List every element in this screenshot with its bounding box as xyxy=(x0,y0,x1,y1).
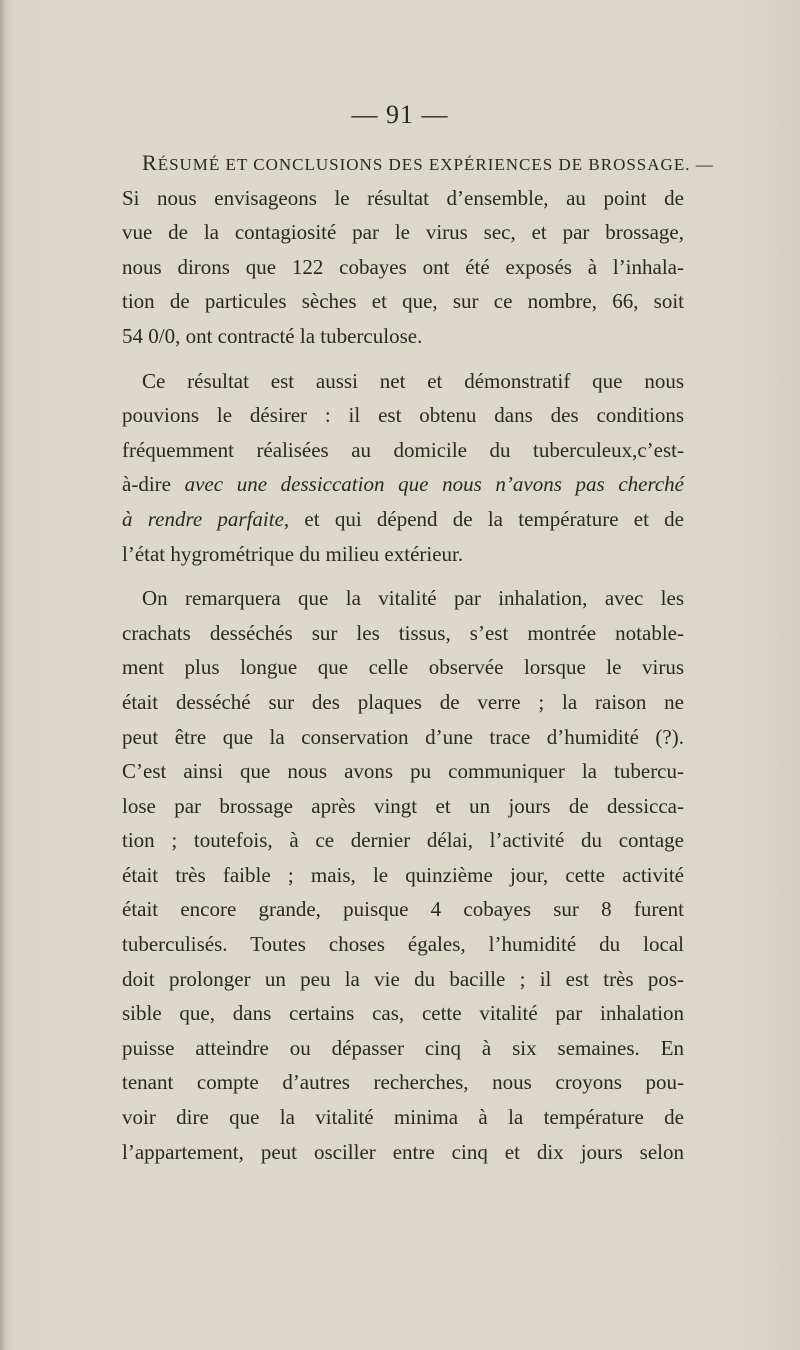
section-heading-initial: R xyxy=(142,150,158,175)
text-fragment: à-dire xyxy=(122,472,185,497)
text-line: l’état hygrométrique du milieu extérieur. xyxy=(122,541,464,566)
text-line: était desséché sur des plaques de verre ; la raison ne xyxy=(122,689,684,714)
paragraph-gap xyxy=(122,354,684,364)
italic-text: avec une dessiccation que nous n’avons pas cherché xyxy=(184,472,685,497)
text-line: crachats desséchés sur les tissus, s’est montrée notable- xyxy=(122,620,684,645)
text-line: vue de la contagiosité par le virus sec, et par brossage, xyxy=(122,220,684,245)
text-line: tion de particules sèches et que, sur ce nombre, 66, soit xyxy=(122,289,684,314)
text-line: sible que, dans certains cas, cette vitalité par inhalation xyxy=(122,1001,684,1026)
text-line: lose par brossage après vingt et un jours de dessicca- xyxy=(122,793,684,818)
text-line: On remarquera que la vitalité par inhalation, avec les xyxy=(142,586,684,611)
text-line: ment plus longue que celle observée lorsque le virus xyxy=(122,655,684,680)
text-line: Ce résultat est aussi net et démonstratif que nous xyxy=(142,368,684,393)
text-line: tenant compte d’autres recherches, nous croyons pou- xyxy=(122,1070,684,1095)
text-line: 54 0/0, ont contracté la tuberculose. xyxy=(122,323,423,348)
text-line: voir dire que la vitalité minima à la température de xyxy=(122,1105,684,1130)
text-line: fréquemment réalisées au domicile du tuberculeux,c’est- xyxy=(122,437,684,462)
text-line: tion ; toutefois, à ce dernier délai, l’activité du contage xyxy=(122,828,684,853)
text-line: peut être que la conservation d’une trace d’humidité (?). xyxy=(122,724,684,749)
text-line: Si nous envisageons le résultat d’ensemble, au point de xyxy=(122,185,684,210)
text-line: doit prolonger un peu la vie du bacille ; il est très pos- xyxy=(122,966,684,991)
text-line: pouvions le désirer : il est obtenu dans des conditions xyxy=(122,403,684,428)
paragraph-gap xyxy=(122,571,684,581)
section-heading-text: ÉSUMÉ ET CONCLUSIONS DES EXPÉRIENCES DE BROSSAGE. — xyxy=(157,155,714,174)
text-line-with-italic xyxy=(122,502,684,537)
text-line: C’est ainsi que nous avons pu communiquer la tubercu- xyxy=(122,759,684,784)
text-line-with-italic xyxy=(122,467,684,502)
page-number: — 91 — xyxy=(351,100,449,129)
body-text xyxy=(122,146,714,1169)
text-line: puisse atteindre ou dépasser cinq à six semaines. En xyxy=(122,1035,684,1060)
text-line: nous dirons que 122 cobayes ont été exposés à l’inhala- xyxy=(122,254,684,279)
section-heading-line xyxy=(122,146,714,181)
text-line: était encore grande, puisque 4 cobayes sur 8 furent xyxy=(122,897,684,922)
text-line: tuberculisés. Toutes choses égales, l’humidité du local xyxy=(122,932,684,957)
text-line: l’appartement, peut osciller entre cinq et dix jours selon xyxy=(122,1139,684,1164)
italic-text: à rendre parfaite xyxy=(122,506,284,531)
page-binding-edge xyxy=(0,0,6,1350)
text-fragment: , et qui dépend de la température et de xyxy=(283,506,684,531)
text-line: était très faible ; mais, le quinzième jour, cette activité xyxy=(122,862,684,887)
